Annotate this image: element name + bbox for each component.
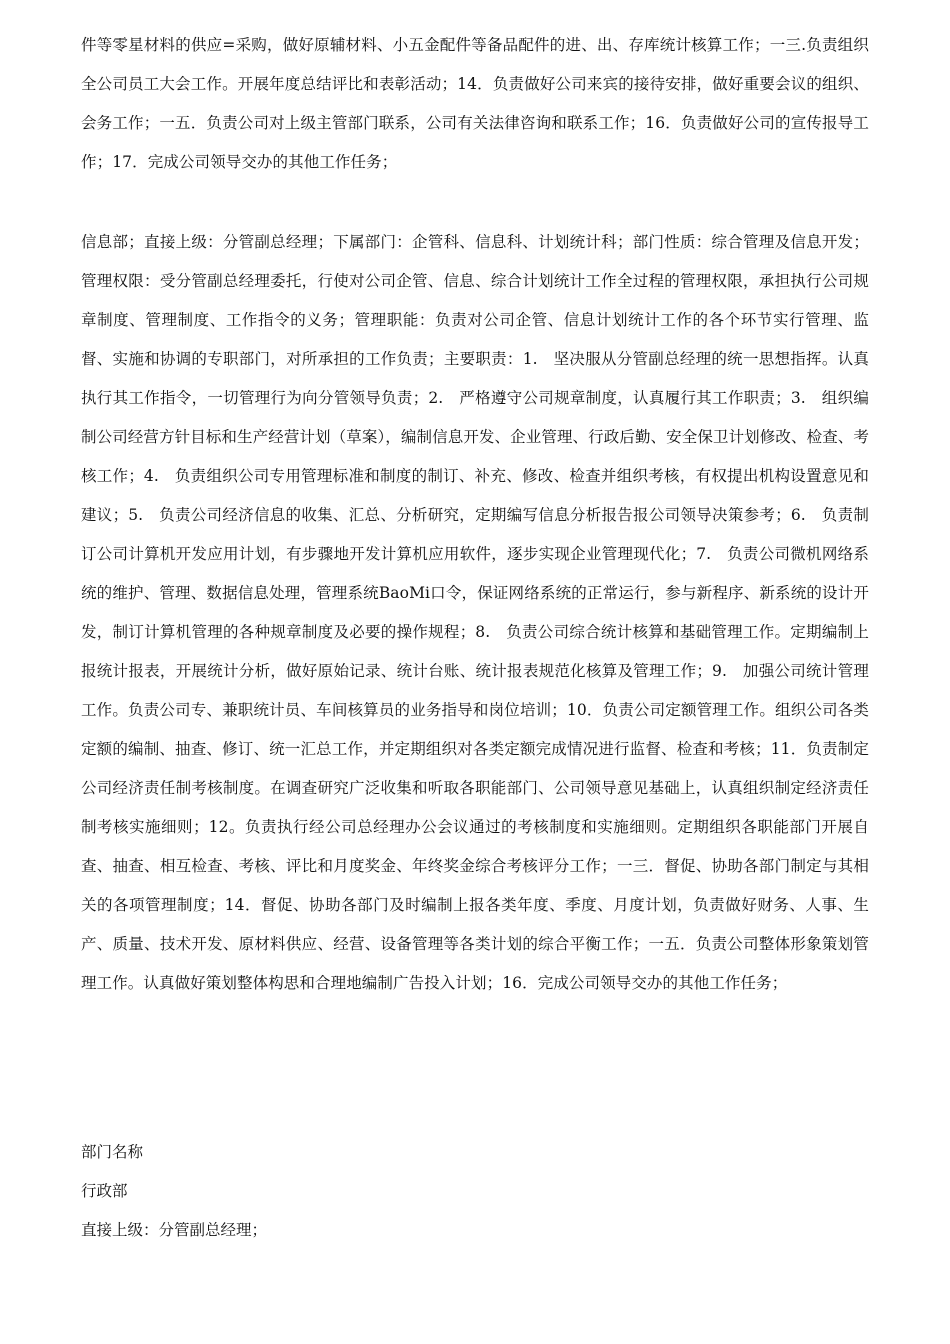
- department-name-value: 行政部: [81, 1182, 128, 1200]
- paragraph-information-department: 信息部；直接上级：分管副总经理；下属部门：企管科、信息科、计划统计科；部门性质：综合管理及信息开发；管理权限：受分管副总经理委托，行使对公司企管、信息、综合计划统计工作全过程的管理权限，承担执行公司规章制度、管理制度、工作指令的义务；管理职能：负责对公司企管、信息计划统计工作的各个环节实行管理、监督、实施和协调的专职部门，对所承担的工作负责；主要职责：1. 坚决服从分管副总经理的统一思想指挥。认真执行其工作指令，一切管理行为向分管领导负责；2. 严格遵守公司规章制度，认真履行其工作职责；3. 组织编制公司经营方针目标和生产经营计划（草案），编制信息开发、企业管理、行政后勤、安全保卫计划修改、检查、考核工作；4. 负责组织公司专用管理标准和制度的制订、补充、修改、检查并组织考核，有权提出机构设置意见和建议；5. 负责公司经济信息的收集、汇总、分析研究，定期编写信息分析报告报公司领导决策参考；6. 负责制订公司计算机开发应用计划，有步骤地开发计算机应用软件，逐步实现企业管理现代化；7. 负责公司微机网络系统的维护、管理、数据信息处理，管理系统BaoMi口令，保证网络系统的正常运行，参与新程序、新系统的设计开发，制订计算机管理的各种规章制度及必要的操作规程；8. 负责公司综合统计核算和基础管理工作。定期编制上报统计报表，开展统计分析，做好原始记录、统计台账、统计报表规范化核算及管理工作；9. 加强公司统计管理工作。负责公司专、兼职统计员、车间核算员的业务指导和岗位培训；10．负责公司定额管理工作。组织公司各类定额的编制、抽查、修订、统一汇总工作，并定期组织对各类定额完成情况进行监督、检查和考核；11．负责制定公司经济责任制考核制度。在调查研究广泛收集和听取各职能部门、公司领导意见基础上，认真组织制定经济责任制考核实施细则；12。负责执行经公司总经理办公会议通过的考核制度和实施细则。定期组织各职能部门开展自查、抽查、相互检查、考核、评比和月度奖金、年终奖金综合考核评分工作；一三．督促、协助各部门制定与其相关的各项管理制度；14．督促、协助各部门及时编制上报各类年度、季度、月度计划，负责做好财务、人事、生产、质量、技术开发、原材料供应、经营、设备管理等各类计划的综合平衡工作；一五．负责公司整体形象策划管理工作。认真做好策划整体构思和合理地编制广告投入计划；16．完成公司领导交办的其他工作任务；: [81, 233, 869, 992]
- department-name-label: 部门名称: [81, 1143, 144, 1161]
- paragraph-spacer: [81, 182, 869, 223]
- document-page: [81, 26, 869, 1250]
- paragraph-admin-duties-continued: 件等零星材料的供应=采购，做好原辅材料、小五金配件等备品配件的进、出、存库统计核算工作；一三.负责组织全公司员工大会工作。开展年度总结评比和表彰活动；14．负责做好公司来宾的接待安排，做好重要会议的组织、会务工作；一五．负责公司对上级主管部门联系，公司有关法律咨询和联系工作；16．负责做好公司的宣传报导工作；17．完成公司领导交办的其他工作任务；: [81, 36, 869, 171]
- section-spacer: [81, 1003, 869, 1133]
- direct-superior-line: 直接上级：分管副总经理；: [81, 1221, 268, 1239]
